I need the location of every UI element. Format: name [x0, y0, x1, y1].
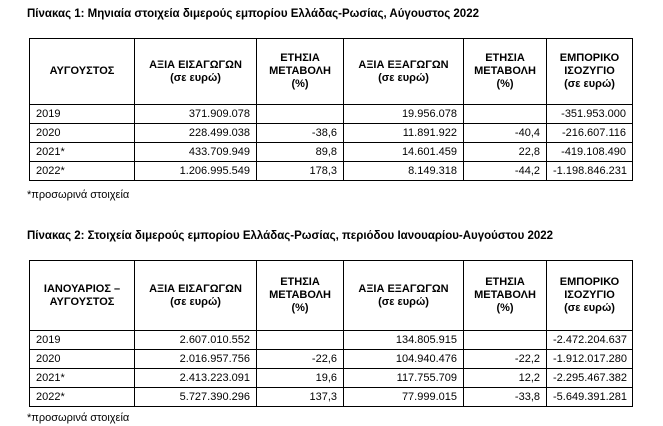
exports-change-cell: 22,8 — [464, 143, 547, 162]
table2 — [29, 260, 633, 407]
imports-change-cell: 137,3 — [257, 388, 344, 407]
balance-cell: -5.649.391.281 — [547, 388, 633, 407]
year-cell: 2022* — [30, 162, 135, 181]
header-imports: ΑΞΙΑ ΕΙΣΑΓΩΓΩΝ (σε ευρώ) — [135, 261, 257, 331]
imports-change-cell: -38,6 — [257, 124, 344, 143]
header-exports: ΑΞΙΑ ΕΞΑΓΩΓΩΝ (σε ευρώ) — [344, 261, 464, 331]
imports-cell: 433.709.949 — [135, 143, 257, 162]
imports-cell: 2.413.223.091 — [135, 369, 257, 388]
year-cell: 2019 — [30, 331, 135, 350]
header-balance: ΕΜΠΟΡΙΚΟ ΙΣΟΖΥΓΙΟ (σε ευρώ) — [547, 39, 633, 105]
exports-cell: 104.940.476 — [344, 350, 464, 369]
exports-cell: 14.601.459 — [344, 143, 464, 162]
table-row — [30, 162, 633, 181]
header-exports: ΑΞΙΑ ΕΞΑΓΩΓΩΝ (σε ευρώ) — [344, 39, 464, 105]
year-cell: 2021* — [30, 143, 135, 162]
exports-change-cell — [464, 331, 547, 350]
exports-cell: 11.891.922 — [344, 124, 464, 143]
header-exports-change: ΕΤΗΣΙΑ ΜΕΤΑΒΟΛΗ (%) — [464, 39, 547, 105]
table-row — [30, 331, 633, 350]
exports-change-cell: -33,8 — [464, 388, 547, 407]
year-cell: 2020 — [30, 350, 135, 369]
balance-cell: -2.295.467.382 — [547, 369, 633, 388]
header-imports-change: ΕΤΗΣΙΑ ΜΕΤΑΒΟΛΗ (%) — [257, 39, 344, 105]
table-row — [30, 388, 633, 407]
exports-cell: 134.805.915 — [344, 331, 464, 350]
exports-cell: 8.149.318 — [344, 162, 464, 181]
header-period: ΙΑΝΟΥΑΡΙΟΣ – ΑΥΓΟΥΣΤΟΣ — [30, 261, 135, 331]
table-row — [30, 105, 633, 124]
table1-title: Πίνακας 1: Μηνιαία στοιχεία διμερούς εμπορίου Ελλάδας-Ρωσίας, Αύγουστος 2022 — [27, 8, 479, 20]
imports-cell: 2.607.010.552 — [135, 331, 257, 350]
exports-cell: 77.999.015 — [344, 388, 464, 407]
imports-change-cell — [257, 331, 344, 350]
imports-change-cell: 178,3 — [257, 162, 344, 181]
imports-change-cell — [257, 105, 344, 124]
balance-cell: -419.108.490 — [547, 143, 633, 162]
imports-cell: 228.499.038 — [135, 124, 257, 143]
table2-footnote: *προσωρινά στοιχεία — [27, 412, 130, 424]
imports-change-cell: -22,6 — [257, 350, 344, 369]
exports-cell: 19.956.078 — [344, 105, 464, 124]
exports-cell: 117.755.709 — [344, 369, 464, 388]
exports-change-cell: -44,2 — [464, 162, 547, 181]
table-row — [30, 143, 633, 162]
exports-change-cell — [464, 105, 547, 124]
header-period: ΑΥΓΟΥΣΤΟΣ — [30, 39, 135, 105]
balance-cell: -1.912.017.280 — [547, 350, 633, 369]
balance-cell: -351.953.000 — [547, 105, 633, 124]
table-row — [30, 124, 633, 143]
table-row — [30, 350, 633, 369]
balance-cell: -1.198.846.231 — [547, 162, 633, 181]
header-exports-change: ΕΤΗΣΙΑ ΜΕΤΑΒΟΛΗ (%) — [464, 261, 547, 331]
header-imports: ΑΞΙΑ ΕΙΣΑΓΩΓΩΝ (σε ευρώ) — [135, 39, 257, 105]
year-cell: 2020 — [30, 124, 135, 143]
balance-cell: -2.472.204.637 — [547, 331, 633, 350]
balance-cell: -216.607.116 — [547, 124, 633, 143]
year-cell: 2021* — [30, 369, 135, 388]
table-row — [30, 369, 633, 388]
imports-cell: 5.727.390.296 — [135, 388, 257, 407]
imports-cell: 371.909.078 — [135, 105, 257, 124]
exports-change-cell: 12,2 — [464, 369, 547, 388]
imports-cell: 1.206.995.549 — [135, 162, 257, 181]
year-cell: 2019 — [30, 105, 135, 124]
year-cell: 2022* — [30, 388, 135, 407]
table1-footnote: *προσωρινά στοιχεία — [27, 189, 130, 201]
imports-change-cell: 19,6 — [257, 369, 344, 388]
imports-change-cell: 89,8 — [257, 143, 344, 162]
table2-title: Πίνακας 2: Στοιχεία διμερούς εμπορίου Ελλάδας-Ρωσίας, περιόδου Ιανουαρίου-Αυγούστου 2022 — [27, 230, 554, 242]
table1 — [29, 38, 633, 181]
header-imports-change: ΕΤΗΣΙΑ ΜΕΤΑΒΟΛΗ (%) — [257, 261, 344, 331]
header-balance: ΕΜΠΟΡΙΚΟ ΙΣΟΖΥΓΙΟ (σε ευρώ) — [547, 261, 633, 331]
exports-change-cell: -22,2 — [464, 350, 547, 369]
exports-change-cell: -40,4 — [464, 124, 547, 143]
imports-cell: 2.016.957.756 — [135, 350, 257, 369]
